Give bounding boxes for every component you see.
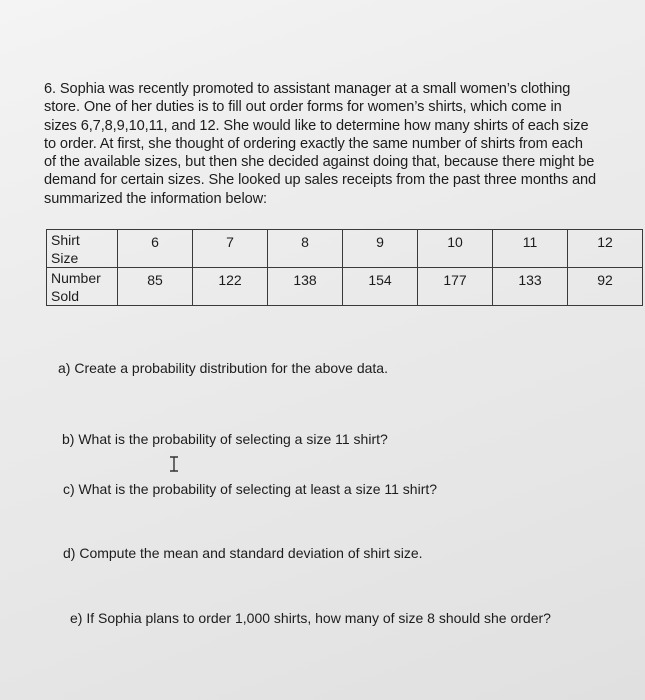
header-line: Shirt	[51, 232, 80, 248]
problem-line: store. One of her duties is to fill out order forms for women’s shirts, which come in	[44, 99, 562, 116]
size-cell: 7	[193, 230, 268, 268]
text-cursor-icon	[169, 456, 179, 472]
problem-line: summarized the information below:	[44, 190, 268, 207]
size-cell: 11	[493, 230, 568, 268]
sold-cell: 138	[268, 268, 343, 306]
number-sold-row	[47, 268, 643, 306]
problem-line: demand for certain sizes. She looked up sales receipts from the past three months and	[44, 172, 597, 189]
size-cell: 10	[418, 230, 493, 268]
header-line: Sold	[51, 288, 80, 304]
question-e: e) If Sophia plans to order 1,000 shirts, how many of size 8 should she order?	[70, 610, 551, 626]
size-cell: 9	[343, 230, 418, 268]
header-line: Number	[51, 270, 101, 286]
question-c: c) What is the probability of selecting at least a size 11 shirt?	[63, 481, 438, 497]
sold-cell: 154	[343, 268, 418, 306]
question-d: d) Compute the mean and standard deviation of shirt size.	[63, 545, 423, 561]
problem-line: of the available sizes, but then she decided against doing that, because there might be	[44, 154, 595, 171]
problem-line: to order. At first, she thought of ordering exactly the same number of shirts from each	[44, 135, 583, 152]
question-b: b) What is the probability of selecting a size 11 shirt?	[62, 431, 388, 447]
sold-cell: 85	[118, 268, 193, 306]
number-sold-header	[47, 268, 118, 306]
problem-statement	[44, 80, 642, 208]
problem-line: sizes 6,7,8,9,10,11, and 12. She would like to determine how many shirts of each size	[44, 117, 589, 134]
size-cell: 8	[268, 230, 343, 268]
size-cell: 12	[568, 230, 643, 268]
sold-cell: 133	[493, 268, 568, 306]
question-a: a) Create a probability distribution for the above data.	[58, 360, 388, 376]
shirt-size-row	[47, 230, 643, 268]
problem-line: 6. Sophia was recently promoted to assistant manager at a small women’s clothing	[44, 81, 571, 97]
shirt-size-header	[47, 230, 118, 268]
sold-cell: 177	[418, 268, 493, 306]
header-line: Size	[51, 250, 79, 266]
sold-cell: 92	[568, 268, 643, 306]
shirt-sales-table	[46, 229, 643, 306]
size-cell: 6	[118, 230, 193, 268]
sold-cell: 122	[193, 268, 268, 306]
